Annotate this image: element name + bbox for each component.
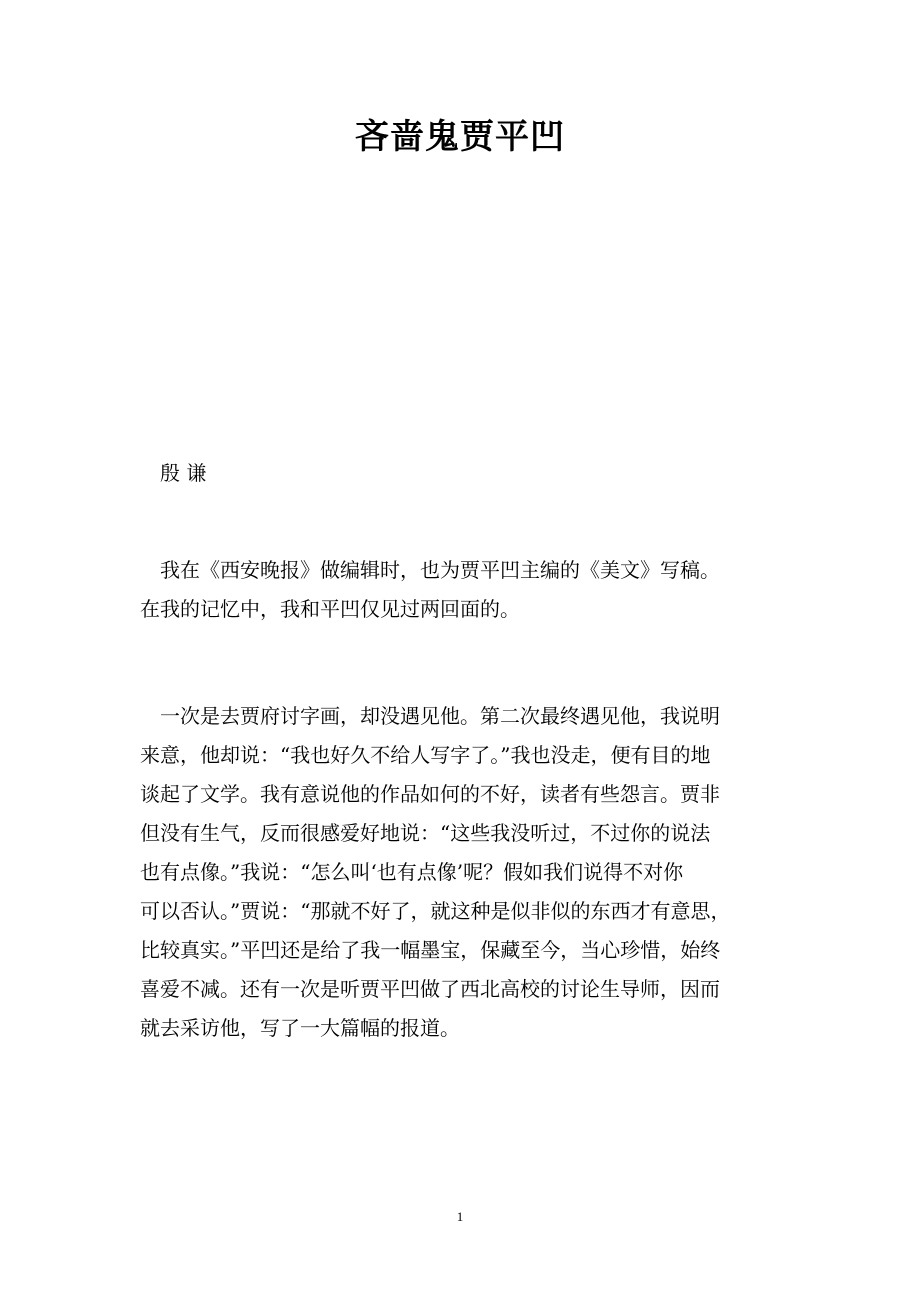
paragraph-line: 来意，他却说：“我也好久不给人写字了。”我也没走，便有目的地 (140, 743, 711, 767)
paragraph-1 (140, 551, 800, 629)
page-number: 1 (456, 1209, 464, 1224)
paragraph-line: 比较真实。”平凹还是给了我一幅墨宝，保藏至今，当心珍惜，始终 (140, 938, 721, 962)
paragraph-2 (140, 697, 800, 1048)
paragraph-line: 我在《西安晚报》做编辑时，也为贾平凹主编的《美文》写稿。 (160, 558, 720, 582)
document-title: 吝啬鬼贾平凹 (355, 117, 565, 157)
paragraph-line: 也有点像。”我说：“怎么叫‘也有点像’呢？假如我们说得不对你 (140, 860, 684, 884)
paragraph-line: 在我的记忆中，我和平凹仅见过两回面的。 (140, 597, 520, 621)
paragraph-line: 谈起了文学。我有意说他的作品如何的不好，读者有些怨言。贾非 (140, 782, 720, 806)
author-name: 殷 谦 (160, 461, 207, 485)
paragraph-line: 但没有生气，反而很感爱好地说：“这些我没听过，不过你的说法 (140, 821, 711, 845)
paragraph-line: 一次是去贾府讨字画，却没遇见他。第二次最终遇见他，我说明 (160, 704, 720, 728)
paragraph-line: 喜爱不减。还有一次是听贾平凹做了西北高校的讨论生导师，因而 (140, 977, 720, 1001)
paragraph-line: 就去采访他，写了一大篇幅的报道。 (140, 1016, 460, 1040)
paragraph-line: 可以否认。”贾说：“那就不好了，就这种是似非似的东西才有意思， (140, 899, 731, 923)
